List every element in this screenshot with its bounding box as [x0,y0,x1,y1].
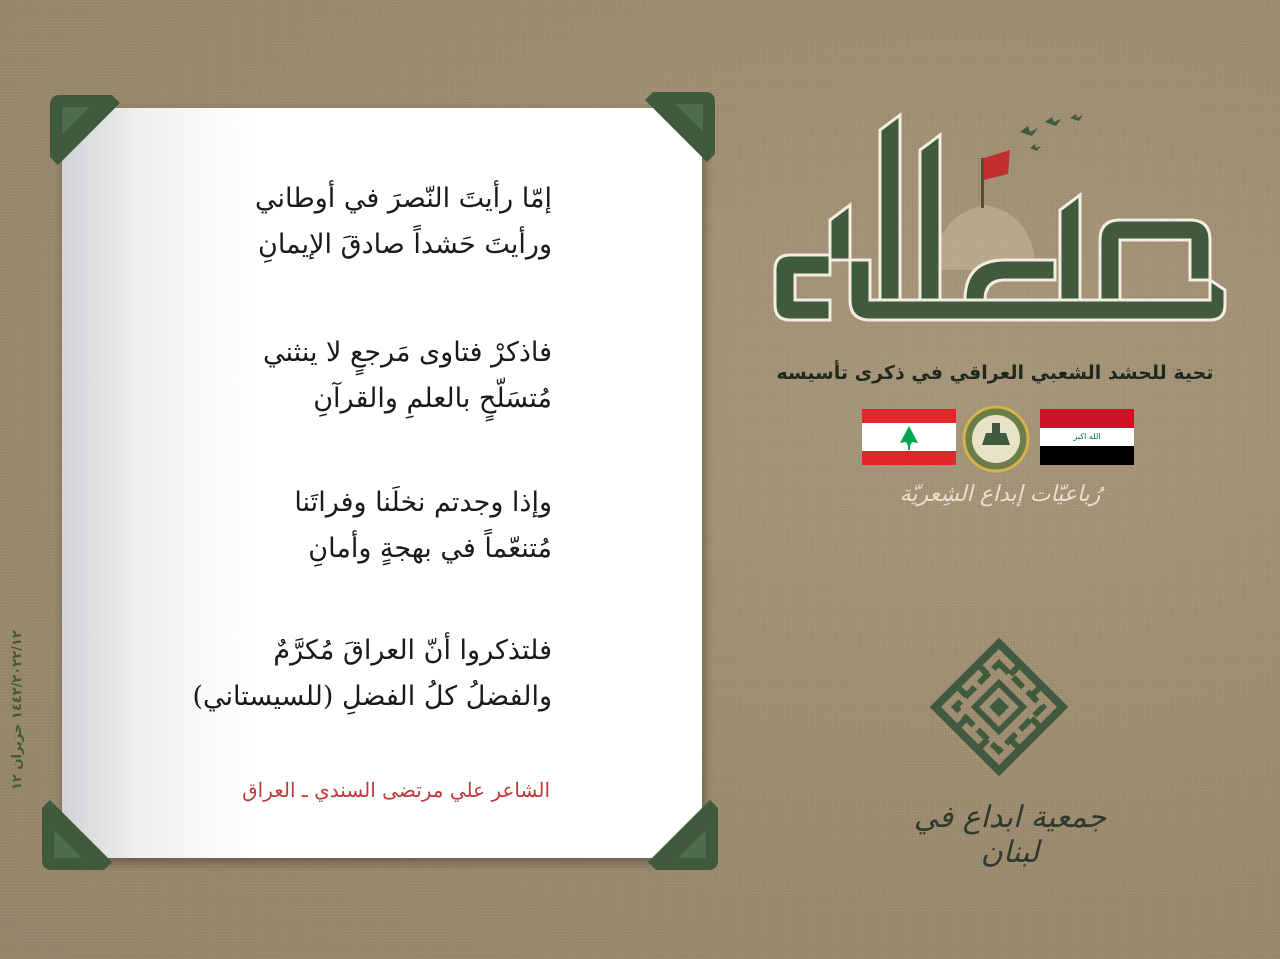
verse: مُتنعّماً في بهجةٍ وأمانِ [308,533,552,564]
association-signature: جمعية ابداع في لبنان [913,800,1107,870]
verse: فاذكرْ فتاوى مَرجعٍ لا ينثني [263,337,552,368]
verse: إمّا رأيتَ النّصرَ في أوطاني [255,183,552,214]
tagline: رُباعيّات إبداع الشِعريّة [899,482,1101,507]
stanza-1 [62,176,702,268]
card-corner-top-left [50,95,120,165]
stanza-4 [62,628,702,720]
side-date: ١٤٤٢/٢٠٢٢/١٢ حزيران ١٢ [10,630,25,790]
card-corner-top-right [645,92,715,162]
shrine-dome-icon [935,150,1035,270]
stanza-3 [62,480,702,572]
flags-row [862,409,1134,467]
verse: وإذا وجدتم نخلَنا وفراتَنا [294,487,552,518]
birds-icon [1020,114,1083,151]
verse: فلتذكروا أنّ العراقَ مُكرَّمٌ [273,635,552,666]
kufic-square-logo-icon [924,632,1074,782]
hashd-emblem-icon [962,405,1030,473]
stanza-2 [62,330,702,422]
poet-name: الشاعر علي مرتضى السندي ـ العراق [242,778,550,802]
verse: والفضلُ كلُ الفضلِ (للسيستاني) [192,681,552,712]
subtitle: تحية للحشد الشعبي العراقي في ذكرى تأسيسه [776,362,1214,384]
iraq-flag-text: الله اكبر [1040,428,1134,447]
title-logo [770,110,1230,345]
verse: ورأيتَ حَشداً صادقَ الإيمانِ [257,229,552,260]
card-corner-bottom-left [42,800,112,870]
lebanon-flag-icon [862,409,956,465]
card-corner-bottom-right [648,800,718,870]
iraq-flag-icon [1040,409,1134,465]
verse: مُتسَلّحٍ بالعلمِ والقرآنِ [313,383,552,414]
